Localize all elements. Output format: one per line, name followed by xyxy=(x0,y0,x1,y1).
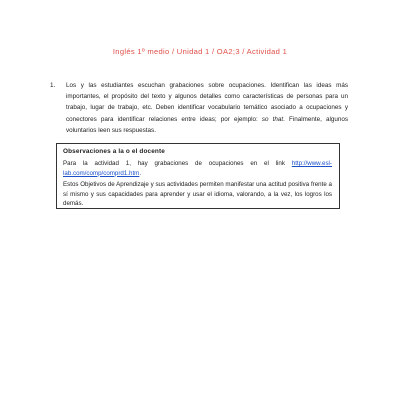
observations-paragraph-1 xyxy=(63,159,332,178)
activity-text-start: Los y las estudiantes escuchan grabaciones sobre ocupaciones. Identifican las ideas más importantes, el propósito del texto y algunos detalles como características de personas para un trabajo, lugar de trabajo, etc. Deben identificar vocabulario temático asociado a ocupaciones y conectores para identificar relaciones entre ideas; por ejemplo: xyxy=(66,82,348,123)
recordings-link[interactable]: http://www.esl-lab.com/comp/comprd1.htm xyxy=(63,160,332,177)
activity-text-end: . Finalmente, algunos voluntarios leen sus respuestas. xyxy=(66,115,348,134)
activity-text xyxy=(66,80,348,136)
teacher-observations-box xyxy=(56,143,340,209)
list-item xyxy=(50,80,348,136)
observations-text-end: . xyxy=(139,169,142,177)
observations-text: Para la actividad 1, hay grabaciones de ocupaciones en el link xyxy=(63,160,292,167)
observations-paragraph-2: Estos Objetivos de Aprendizaje y sus actividades permiten manifestar una actitud positiva frente a sí mismo y sus capacidades para aprender y usar el idioma, valorando, a la vez, los logros los demás. xyxy=(63,181,332,207)
page-title: Inglés 1º medio / Unidad 1 / OA2;3 / Actividad 1 xyxy=(112,47,288,56)
activity-example-term: so that xyxy=(261,115,284,123)
activity-number: 1. xyxy=(50,82,56,89)
activity-list xyxy=(50,80,348,136)
observations-heading: Observaciones a la o el docente xyxy=(63,148,165,155)
